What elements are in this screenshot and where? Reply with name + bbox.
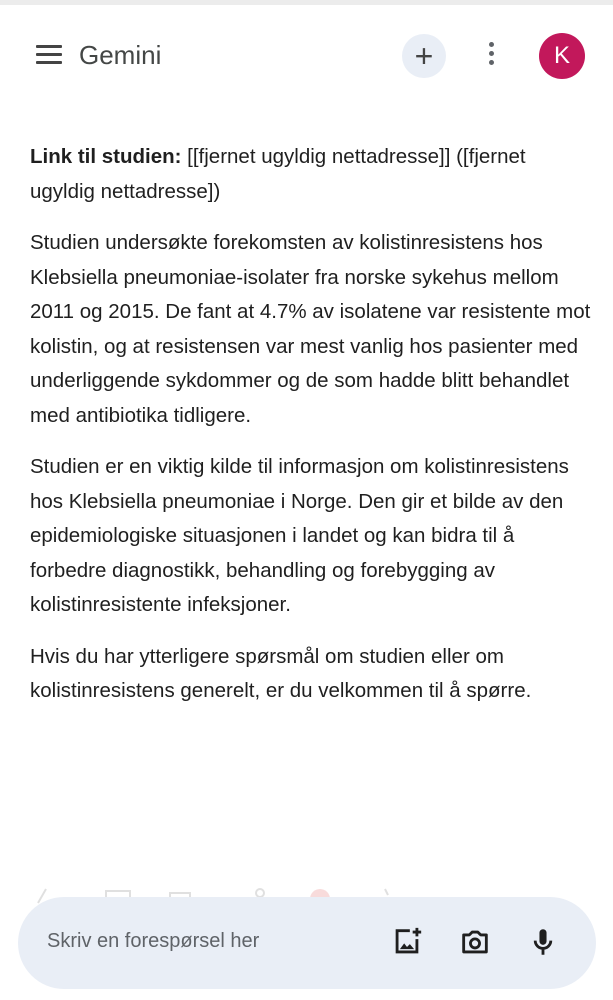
status-bar-divider bbox=[0, 0, 613, 5]
response-paragraph: Hvis du har ytterligere spørsmål om studien eller om kolistinresistens generelt, er du velkommen til å spørre. bbox=[30, 644, 532, 702]
menu-icon[interactable] bbox=[36, 45, 62, 65]
study-link[interactable]: [[fjernet ugyldig nettadresse]] ([fjernet ugyldig nettadresse]) bbox=[30, 145, 526, 203]
new-chat-button[interactable] bbox=[402, 34, 446, 78]
study-link-paragraph bbox=[30, 140, 595, 209]
app-title: Gemini bbox=[79, 40, 162, 70]
response-message bbox=[30, 140, 595, 726]
more-options-icon[interactable] bbox=[483, 42, 499, 70]
response-paragraph: Studien undersøkte forekomsten av kolistinresistens hos Klebsiella pneumoniae-isolater fra norske sykehus mellom 2011 og 2015. De fant at 4.7% av isolatene var resistente mot kolistin, og at resistensen var mest vanlig hos pasienter med underliggende sykdommer og de som hadde blitt behandlet med antibiotika tidligere. bbox=[30, 231, 591, 427]
prompt-input[interactable]: Skriv en forespørsel her bbox=[47, 930, 260, 952]
microphone-icon[interactable] bbox=[526, 925, 560, 959]
app-header bbox=[0, 22, 613, 90]
link-label: Link til studien: bbox=[30, 145, 182, 168]
response-paragraph: Studien er en viktig kilde til informasjon om kolistinresistens hos Klebsiella pneumoniae i Norge. Den gir et bilde av den epidemiologiske situasjonen i landet og kan bidra til å forbedre diagnostikk, behandling og forebygging av kolistinresistente infeksjoner. bbox=[30, 455, 569, 616]
camera-icon[interactable] bbox=[458, 925, 492, 959]
add-image-icon[interactable] bbox=[390, 925, 424, 959]
prompt-bar bbox=[18, 897, 596, 989]
plus-icon: + bbox=[414, 37, 434, 74]
avatar[interactable]: K bbox=[539, 33, 585, 79]
